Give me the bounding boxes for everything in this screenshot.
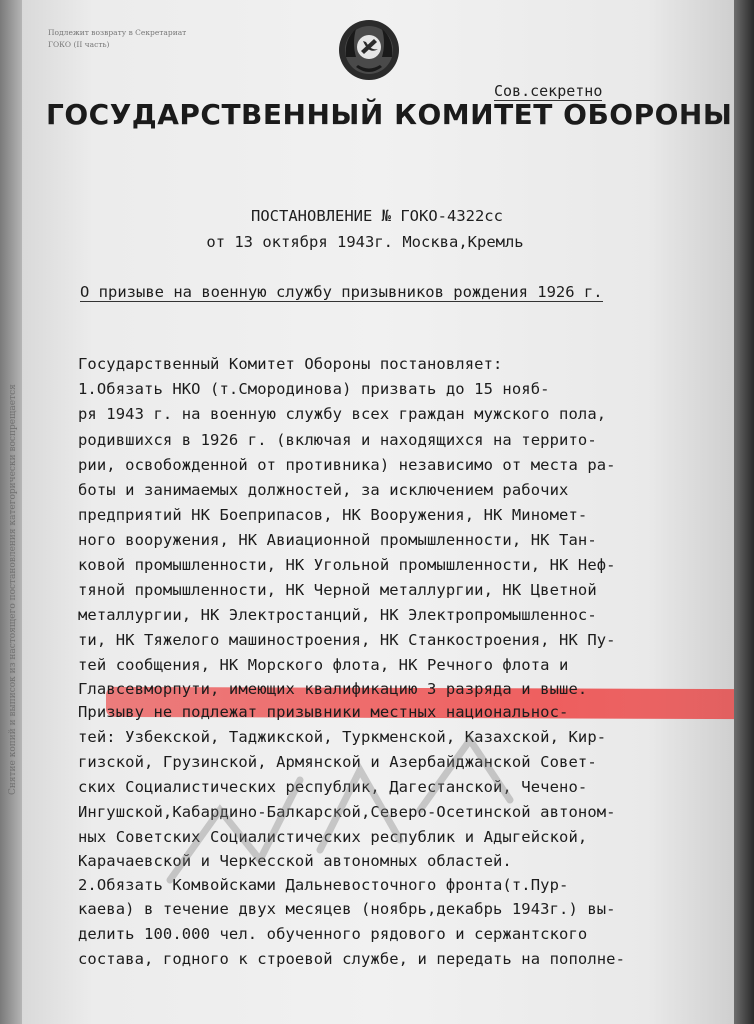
body-line: ного вооружения, НК Авиационной промышленности, НК Тан- — [78, 531, 597, 549]
body-line: 1.Обязать НКО (т.Смородинова) призвать до 15 нояб- — [78, 380, 550, 398]
body-line: 2.Обязать Комвойсками Дальневосточного фронта(т.Пур- — [78, 876, 569, 894]
return-note — [48, 27, 186, 51]
body-line: ных Советских Социалистических республик и Адыгейской, — [78, 828, 588, 846]
body-line: тяной промышленности, НК Черной металлургии, НК Цветной — [78, 581, 597, 599]
body-line: Главсевморпути, имеющих квалификацию 3 разряда и выше. — [78, 680, 588, 698]
scan-right-edge — [734, 0, 754, 1024]
ussr-emblem-icon — [336, 17, 402, 83]
body-line: металлургии, НК Электростанций, НК Электропромышленнос- — [78, 606, 597, 624]
committee-title: ГОСУДАРСТВЕННЫЙ КОМИТЕТ ОБОРОНЫ — [46, 98, 733, 131]
body-line-highlighted: Призыву не подлежат призывники местных национальнос- — [78, 703, 569, 721]
body-line: гизской, Грузинской, Армянской и Азербайджанской Совет- — [78, 753, 597, 771]
body-line: тей сообщения, НК Морского флота, НК Речного флота и — [78, 656, 569, 674]
body-line: тей: Узбекской, Таджикской, Туркменской, Казахской, Кир- — [78, 728, 607, 746]
body-line: Государственный Комитет Обороны постановляет: — [78, 355, 503, 373]
body-line: состава, годного к строевой службе, и передать на пополне- — [78, 950, 626, 968]
body-line: делить 100.000 чел. обученного рядового и сержантского — [78, 925, 588, 943]
decree-number: ПОСТАНОВЛЕНИЕ № ГОКО-4322сс — [251, 207, 503, 225]
body-line: Ингушской,Кабардино-Балкарской,Северо-Осетинской автоном- — [78, 803, 616, 821]
decree-subject: О призыве на военную службу призывников рождения 1926 г. — [80, 283, 603, 301]
body-line: каева) в течение двух месяцев (ноябрь,декабрь 1943г.) вы- — [78, 900, 616, 918]
return-note-line-2: ГОКО (II часть) — [48, 40, 110, 49]
body-line: боты и занимаемых должностей, за исключением рабочих — [78, 481, 569, 499]
body-line: родившихся в 1926 г. (включая и находящихся на террито- — [78, 431, 597, 449]
classification-stamp: Сов.секретно — [494, 82, 603, 100]
body-line: Карачаевской и Черкесской автономных областей. — [78, 852, 512, 870]
return-note-line-1: Подлежит возврату в Секретариат — [48, 28, 187, 37]
body-line: ти, НК Тяжелого машиностроения, НК Станкостроения, НК Пу- — [78, 631, 616, 649]
copy-prohibition-note: Снятие копий и выписок из настоящего постановления категорически воспрещается — [8, 384, 18, 795]
body-line: ских Социалистических республик, Дагестанской, Чечено- — [78, 778, 588, 796]
body-line: ковой промышленности, НК Угольной промышленности, НК Неф- — [78, 556, 616, 574]
body-line: рии, освобожденной от противника) независимо от места ра- — [78, 456, 616, 474]
decree-date-place: от 13 октября 1943г. Москва,Кремль — [206, 233, 524, 251]
body-line: предприятий НК Боеприпасов, НК Вооружения, НК Миномет- — [78, 506, 588, 524]
body-line: ря 1943 г. на военную службу всех граждан мужского пола, — [78, 405, 607, 423]
